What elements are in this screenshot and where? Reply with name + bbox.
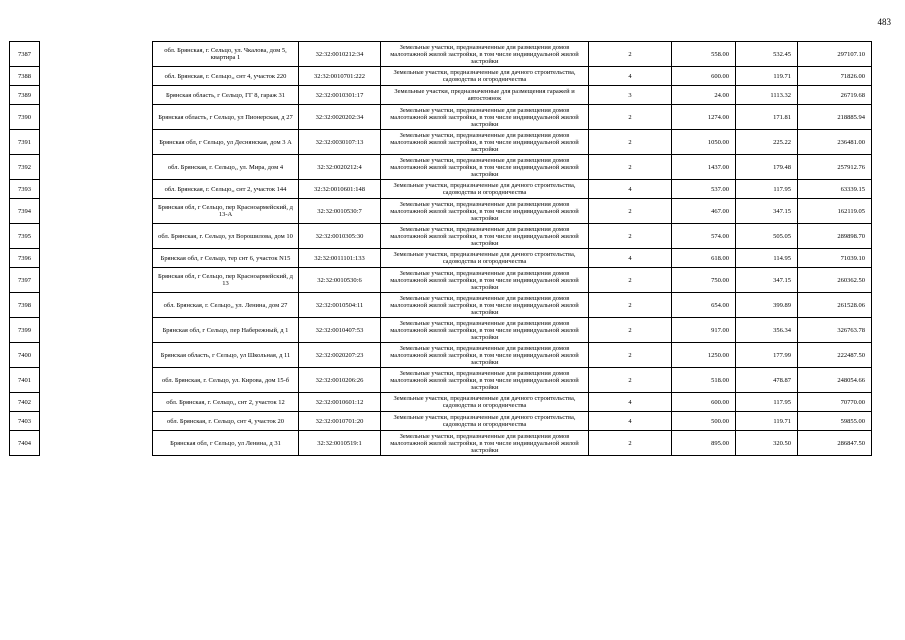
rate-cell: 119.71 [736, 67, 798, 86]
row-index: 7399 [10, 318, 40, 343]
cadastral-number-cell: 32:32:0020212:4 [299, 155, 381, 180]
area-cell: 537.00 [672, 180, 736, 199]
table-row [10, 42, 872, 67]
rate-cell: 320.50 [736, 431, 798, 456]
land-purpose-cell: Земельные участки, предназначенные для размещения домов малоэтажной жилой застройки, в том числе индивидуальной жилой застройки [381, 199, 589, 224]
spacer-cell [40, 155, 153, 180]
rate-cell: 171.81 [736, 105, 798, 130]
group-cell: 4 [589, 393, 672, 412]
area-cell: 600.00 [672, 393, 736, 412]
row-index: 7402 [10, 393, 40, 412]
land-purpose-cell: Земельные участки, предназначенные для размещения домов малоэтажной жилой застройки, в том числе индивидуальной жилой застройки [381, 318, 589, 343]
group-cell: 3 [589, 86, 672, 105]
cadastral-value-cell: 326763.78 [798, 318, 872, 343]
area-cell: 654.00 [672, 293, 736, 318]
address-cell: Брянская обл, г Сельцо, тер снт 6, участок N15 [153, 249, 299, 268]
address-cell: Брянская обл, г Сельцо, ул Ленина, д 31 [153, 431, 299, 456]
land-purpose-cell: Земельные участки, предназначенные для дачного строительства, садоводства и огородничества [381, 67, 589, 86]
row-index: 7389 [10, 86, 40, 105]
group-cell: 2 [589, 431, 672, 456]
table-row [10, 249, 872, 268]
cadastral-number-cell: 32:32:0010701:20 [299, 412, 381, 431]
table-row [10, 180, 872, 199]
spacer-cell [40, 431, 153, 456]
rate-cell: 119.71 [736, 412, 798, 431]
group-cell: 2 [589, 224, 672, 249]
row-index: 7392 [10, 155, 40, 180]
row-index: 7401 [10, 368, 40, 393]
rate-cell: 117.95 [736, 393, 798, 412]
cadastral-value-cell: 260362.50 [798, 268, 872, 293]
land-purpose-cell: Земельные участки, предназначенные для дачного строительства, садоводства и огородничества [381, 393, 589, 412]
group-cell: 4 [589, 180, 672, 199]
spacer-cell [40, 268, 153, 293]
row-index: 7396 [10, 249, 40, 268]
rate-cell: 347.15 [736, 199, 798, 224]
row-index: 7394 [10, 199, 40, 224]
spacer-cell [40, 199, 153, 224]
address-cell: обл. Брянская, г. Сельцо,, снт 4, участок 220 [153, 67, 299, 86]
cadastral-number-cell: 32:32:0010305:30 [299, 224, 381, 249]
table-row [10, 130, 872, 155]
area-cell: 518.00 [672, 368, 736, 393]
spacer-cell [40, 393, 153, 412]
table-row [10, 431, 872, 456]
rate-cell: 505.05 [736, 224, 798, 249]
cadastral-value-cell: 257912.76 [798, 155, 872, 180]
area-cell: 750.00 [672, 268, 736, 293]
group-cell: 4 [589, 67, 672, 86]
address-cell: обл. Брянская, г. Сельцо, ул. Кирова, дом 15-б [153, 368, 299, 393]
group-cell: 4 [589, 412, 672, 431]
group-cell: 2 [589, 343, 672, 368]
group-cell: 2 [589, 130, 672, 155]
group-cell: 2 [589, 155, 672, 180]
table-row [10, 293, 872, 318]
address-cell: обл. Брянская, г. Сельцо,, ул. Ленина, дом 27 [153, 293, 299, 318]
land-purpose-cell: Земельные участки, предназначенные для размещения гаражей и автостоянок [381, 86, 589, 105]
table-row [10, 368, 872, 393]
cadastral-number-cell: 32:32:0010206:26 [299, 368, 381, 393]
cadastral-value-cell: 289898.70 [798, 224, 872, 249]
rate-cell: 225.22 [736, 130, 798, 155]
cadastral-number-cell: 32:32:0010301:17 [299, 86, 381, 105]
row-index: 7404 [10, 431, 40, 456]
row-index: 7398 [10, 293, 40, 318]
cadastral-value-cell: 63339.15 [798, 180, 872, 199]
cadastral-value-cell: 162119.05 [798, 199, 872, 224]
land-purpose-cell: Земельные участки, предназначенные для размещения домов малоэтажной жилой застройки, в том числе индивидуальной жилой застройки [381, 268, 589, 293]
cadastral-value-cell: 297107.10 [798, 42, 872, 67]
table-row [10, 105, 872, 130]
spacer-cell [40, 318, 153, 343]
address-cell: Брянская область, г Сельцо, ул Школьная, д 11 [153, 343, 299, 368]
cadastral-number-cell: 32:32:0010530:6 [299, 268, 381, 293]
cadastral-number-cell: 32:32:0030107:13 [299, 130, 381, 155]
table-row [10, 343, 872, 368]
cadastral-value-cell: 218885.94 [798, 105, 872, 130]
cadastral-value-cell: 248054.66 [798, 368, 872, 393]
group-cell: 2 [589, 199, 672, 224]
land-purpose-cell: Земельные участки, предназначенные для размещения домов малоэтажной жилой застройки, в том числе индивидуальной жилой застройки [381, 224, 589, 249]
spacer-cell [40, 130, 153, 155]
rate-cell: 114.95 [736, 249, 798, 268]
spacer-cell [40, 412, 153, 431]
address-cell: обл. Брянская, г. Сельцо, ул Ворошилова, дом 10 [153, 224, 299, 249]
cadastral-value-cell: 71039.10 [798, 249, 872, 268]
rate-cell: 356.34 [736, 318, 798, 343]
cadastral-value-cell: 70770.00 [798, 393, 872, 412]
cadastral-number-cell: 32:32:0010701:222 [299, 67, 381, 86]
land-purpose-cell: Земельные участки, предназначенные для размещения домов малоэтажной жилой застройки, в том числе индивидуальной жилой застройки [381, 293, 589, 318]
address-cell: Брянская обл, г Сельцо, ул Деснянская, дом 3 А [153, 130, 299, 155]
land-purpose-cell: Земельные участки, предназначенные для размещения домов малоэтажной жилой застройки, в том числе индивидуальной жилой застройки [381, 42, 589, 67]
address-cell: обл. Брянская, г. Сельцо,, снт 2, участок 12 [153, 393, 299, 412]
spacer-cell [40, 67, 153, 86]
cadastral-number-cell: 32:32:0010504:11 [299, 293, 381, 318]
group-cell: 2 [589, 318, 672, 343]
table-row [10, 86, 872, 105]
address-cell: Брянская область, г Сельцо, ул Пионерская, д 27 [153, 105, 299, 130]
row-index: 7400 [10, 343, 40, 368]
area-cell: 24.00 [672, 86, 736, 105]
row-index: 7397 [10, 268, 40, 293]
address-cell: обл. Брянская, г. Сельцо,, снт 2, участок 144 [153, 180, 299, 199]
table-row [10, 199, 872, 224]
spacer-cell [40, 224, 153, 249]
land-purpose-cell: Земельные участки, предназначенные для размещения домов малоэтажной жилой застройки, в том числе индивидуальной жилой застройки [381, 130, 589, 155]
cadastral-number-cell: 32:32:0011101:133 [299, 249, 381, 268]
group-cell: 2 [589, 293, 672, 318]
land-purpose-cell: Земельные участки, предназначенные для дачного строительства, садоводства и огородничества [381, 180, 589, 199]
table-row [10, 67, 872, 86]
cadastral-number-cell: 32:32:0010407:53 [299, 318, 381, 343]
table-row [10, 155, 872, 180]
spacer-cell [40, 86, 153, 105]
land-purpose-cell: Земельные участки, предназначенные для размещения домов малоэтажной жилой застройки, в том числе индивидуальной жилой застройки [381, 105, 589, 130]
page-number: 483 [877, 17, 891, 27]
rate-cell: 1113.32 [736, 86, 798, 105]
rate-cell: 399.89 [736, 293, 798, 318]
table-row [10, 393, 872, 412]
spacer-cell [40, 368, 153, 393]
rate-cell: 478.87 [736, 368, 798, 393]
group-cell: 2 [589, 42, 672, 67]
cadastral-number-cell: 32:32:0010601:148 [299, 180, 381, 199]
cadastral-number-cell: 32:32:0010212:34 [299, 42, 381, 67]
spacer-cell [40, 42, 153, 67]
area-cell: 1250.00 [672, 343, 736, 368]
cadastral-value-cell: 59855.00 [798, 412, 872, 431]
address-cell: Брянская обл, г Сельцо, пер Набережный, д 1 [153, 318, 299, 343]
cadastral-number-cell: 32:32:0020207:23 [299, 343, 381, 368]
rate-cell: 347.15 [736, 268, 798, 293]
cadastral-value-cell: 236481.00 [798, 130, 872, 155]
address-cell: обл. Брянская, г. Сельцо, снт 4, участок 20 [153, 412, 299, 431]
area-cell: 1437.00 [672, 155, 736, 180]
address-cell: обл. Брянская, г. Сельцо,, ул. Мира, дом 4 [153, 155, 299, 180]
table-row [10, 318, 872, 343]
address-cell: Брянская обл, г Сельцо, пер Красноармейский, д 13-А [153, 199, 299, 224]
table-row [10, 224, 872, 249]
rate-cell: 117.95 [736, 180, 798, 199]
row-index: 7395 [10, 224, 40, 249]
rate-cell: 177.99 [736, 343, 798, 368]
cadastral-value-cell: 261528.06 [798, 293, 872, 318]
group-cell: 4 [589, 249, 672, 268]
row-index: 7387 [10, 42, 40, 67]
area-cell: 618.00 [672, 249, 736, 268]
area-cell: 574.00 [672, 224, 736, 249]
cadastral-number-cell: 32:32:0010519:1 [299, 431, 381, 456]
row-index: 7393 [10, 180, 40, 199]
spacer-cell [40, 343, 153, 368]
spacer-cell [40, 180, 153, 199]
land-purpose-cell: Земельные участки, предназначенные для размещения домов малоэтажной жилой застройки, в том числе индивидуальной жилой застройки [381, 431, 589, 456]
row-index: 7388 [10, 67, 40, 86]
rate-cell: 179.48 [736, 155, 798, 180]
row-index: 7391 [10, 130, 40, 155]
group-cell: 2 [589, 268, 672, 293]
land-registry-table [9, 41, 872, 456]
area-cell: 895.00 [672, 431, 736, 456]
area-cell: 558.00 [672, 42, 736, 67]
spacer-cell [40, 249, 153, 268]
row-index: 7403 [10, 412, 40, 431]
land-purpose-cell: Земельные участки, предназначенные для размещения домов малоэтажной жилой застройки, в том числе индивидуальной жилой застройки [381, 368, 589, 393]
land-purpose-cell: Земельные участки, предназначенные для дачного строительства, садоводства и огородничества [381, 249, 589, 268]
cadastral-value-cell: 26719.68 [798, 86, 872, 105]
cadastral-number-cell: 32:32:0010530:7 [299, 199, 381, 224]
address-cell: Брянская область, г Сельцо, ГГ 8, гараж 31 [153, 86, 299, 105]
row-index: 7390 [10, 105, 40, 130]
land-purpose-cell: Земельные участки, предназначенные для размещения домов малоэтажной жилой застройки, в том числе индивидуальной жилой застройки [381, 155, 589, 180]
table-row [10, 412, 872, 431]
cadastral-value-cell: 222487.50 [798, 343, 872, 368]
land-purpose-cell: Земельные участки, предназначенные для размещения домов малоэтажной жилой застройки, в том числе индивидуальной жилой застройки [381, 343, 589, 368]
cadastral-number-cell: 32:32:0020202:34 [299, 105, 381, 130]
address-cell: обл. Брянская, г. Сельцо, ул. Чкалова, дом 5, квартира 1 [153, 42, 299, 67]
address-cell: Брянская обл, г Сельцо, пер Красноармейский, д 13 [153, 268, 299, 293]
cadastral-value-cell: 286847.50 [798, 431, 872, 456]
area-cell: 1274.00 [672, 105, 736, 130]
land-purpose-cell: Земельные участки, предназначенные для дачного строительства, садоводства и огородничества [381, 412, 589, 431]
spacer-cell [40, 105, 153, 130]
rate-cell: 532.45 [736, 42, 798, 67]
table-row [10, 268, 872, 293]
area-cell: 600.00 [672, 67, 736, 86]
spacer-cell [40, 293, 153, 318]
cadastral-number-cell: 32:32:0010601:12 [299, 393, 381, 412]
area-cell: 500.00 [672, 412, 736, 431]
area-cell: 917.00 [672, 318, 736, 343]
cadastral-value-cell: 71826.00 [798, 67, 872, 86]
group-cell: 2 [589, 105, 672, 130]
group-cell: 2 [589, 368, 672, 393]
area-cell: 467.00 [672, 199, 736, 224]
area-cell: 1050.00 [672, 130, 736, 155]
